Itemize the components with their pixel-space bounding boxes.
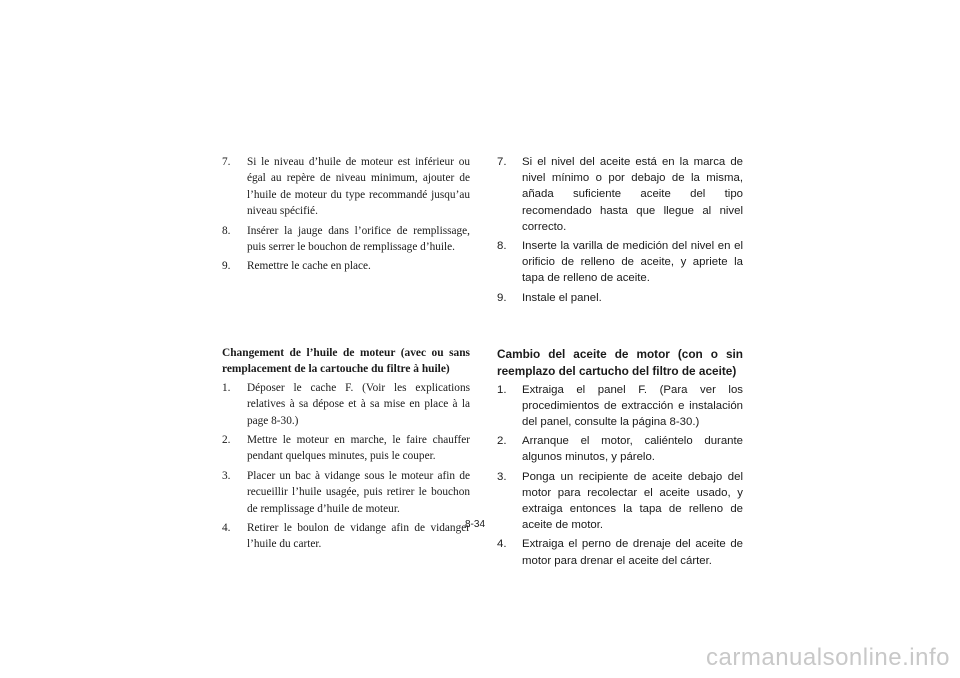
step-number: 9. <box>222 260 231 273</box>
list-item <box>497 536 743 568</box>
step-text: Déposer le cache F. (Voir les explications relatives à sa dépose et à sa mise en place à la page 8-30.) <box>247 381 470 427</box>
section-heading: Changement de l’huile de moteur (avec ou sans remplacement de la cartouche du filtre à huile) <box>222 347 470 376</box>
step-text: Remettre le cache en place. <box>247 260 371 273</box>
french-steps-top <box>222 154 470 278</box>
list-item <box>497 238 743 287</box>
step-text: Mettre le moteur en marche, le faire chauffer pendant quelques minutes, puis le couper. <box>247 434 470 463</box>
step-text: Instale el panel. <box>522 291 602 304</box>
step-text: Extraiga el panel F. (Para ver los procedimientos de extracción e instalación del panel, consulte la página 8-30.) <box>522 383 743 428</box>
step-number: 1. <box>497 383 507 396</box>
step-number: 8. <box>497 240 507 253</box>
list-item <box>222 520 470 553</box>
step-number: 2. <box>222 434 231 447</box>
step-number: 4. <box>222 522 231 535</box>
spanish-section-oil-change <box>497 346 743 572</box>
step-number: 1. <box>222 381 231 394</box>
step-number: 4. <box>497 538 507 551</box>
list-item <box>222 154 470 220</box>
list-item <box>497 433 743 465</box>
step-text: Si le niveau d’huile de moteur est inférieur ou égal au repère de niveau minimum, ajouter de l’huile de moteur du type recommandé jusqu’au niveau spécifié. <box>247 156 470 218</box>
step-number: 8. <box>222 224 231 237</box>
step-text: Ponga un recipiente de aceite debajo del motor para recolectar el aceite usado, y extraiga entonces la tapa de relleno de aceite de motor. <box>522 470 743 532</box>
list-item <box>497 154 743 235</box>
page-number: 8-34 <box>465 519 486 530</box>
step-text: Arranque el motor, caliéntelo durante algunos minutos, y párelo. <box>522 435 743 464</box>
list-item <box>222 468 470 517</box>
section-heading: Cambio del aceite de motor (con o sin reemplazo del cartucho del filtro de aceite) <box>497 347 743 378</box>
list-item <box>222 432 470 465</box>
step-text: Insérer la jauge dans l’orifice de remplissage, puis serrer le bouchon de remplissage d’huile. <box>247 224 470 254</box>
french-section-oil-change <box>222 345 470 556</box>
step-number: 7. <box>497 156 507 168</box>
list-item <box>497 382 743 431</box>
step-text: Placer un bac à vidange sous le moteur afin de recueillir l’huile usagée, puis retirer le bouchon de remplissage d’huile de moteur. <box>247 469 470 515</box>
spanish-steps-top <box>497 154 743 309</box>
watermark: carmanualsonline.info <box>706 644 950 671</box>
step-text: Inserte la varilla de medición del nivel en el orificio de relleno de aceite, y apriete la tapa de relleno de aceite. <box>522 240 743 285</box>
step-number: 2. <box>497 435 507 448</box>
step-number: 3. <box>497 470 507 483</box>
list-item <box>222 380 470 429</box>
list-item <box>222 258 470 274</box>
list-item <box>222 223 470 256</box>
list-item <box>497 469 743 534</box>
list-item <box>497 290 743 306</box>
step-number: 3. <box>222 469 231 482</box>
step-text: Extraiga el perno de drenaje del aceite de motor para drenar el aceite del cárter. <box>522 538 743 567</box>
step-text: Si el nivel del aceite está en la marca de nivel mínimo o por debajo de la misma, añada suficiente aceite del tipo recomendado hasta que llegue al nivel correcto. <box>522 156 743 233</box>
step-number: 9. <box>497 291 507 304</box>
step-text: Retirer le boulon de vidange afin de vidanger l’huile du carter. <box>247 522 470 551</box>
step-number: 7. <box>222 156 231 168</box>
